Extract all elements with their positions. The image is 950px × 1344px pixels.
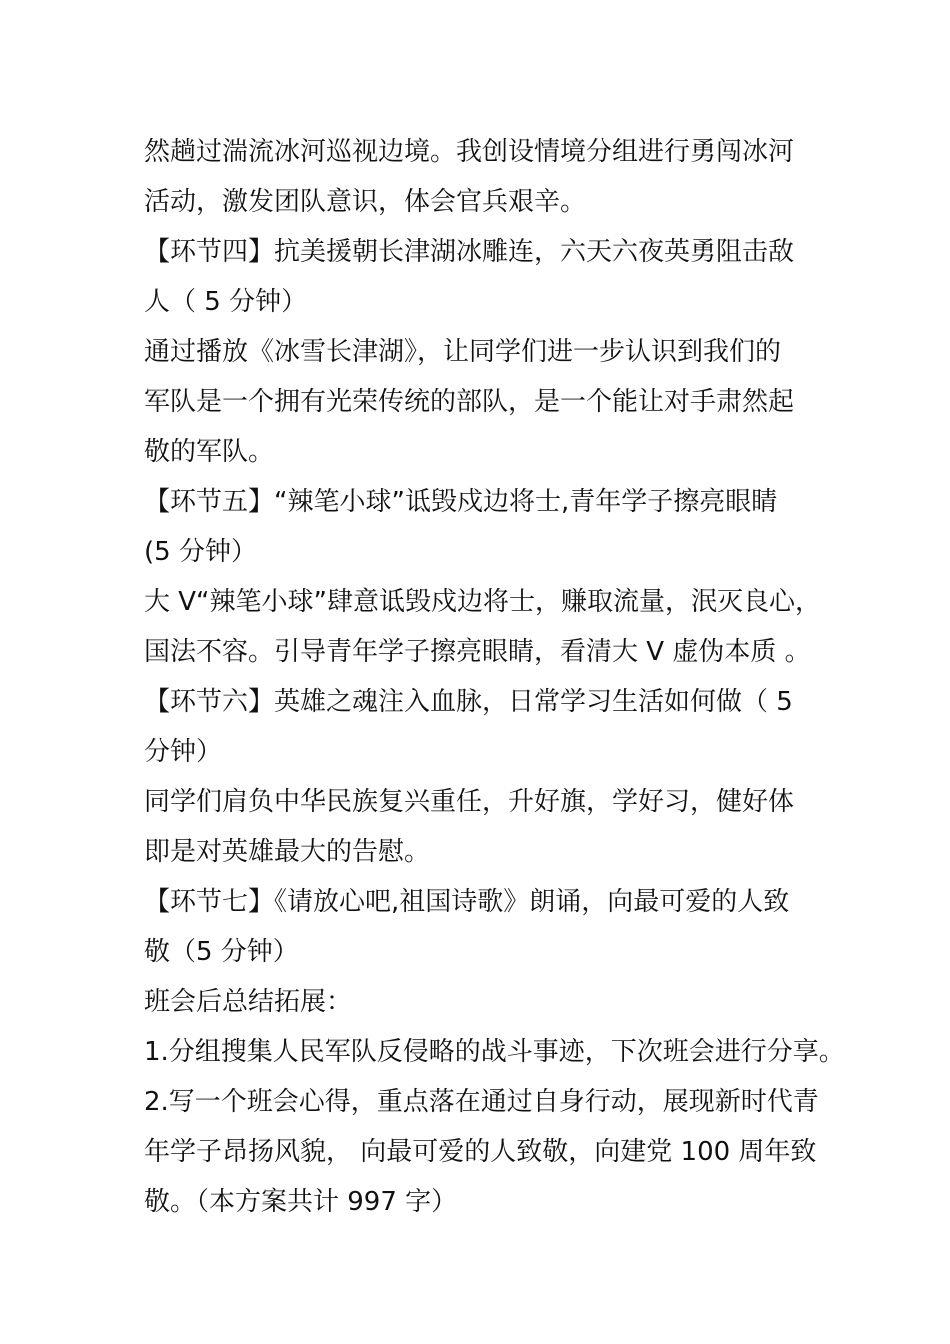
text-line: 敬。（本方案共计 997 字） (144, 1187, 458, 1217)
section-heading-6-duration: 分钟） (144, 737, 223, 767)
text-line: 国法不容。引导青年学子擦亮眼睛，看清大 V 虚伪本质 。 (144, 637, 811, 667)
text-line: 活动，激发团队意识，体会官兵艰辛。 (144, 187, 587, 217)
section-heading-6: 【环节六】英雄之魂注入血脉，日常学习生活如何做（ 5 (144, 687, 793, 717)
section-heading-5: 【环节五】“辣笔小球”诋毁戍边将士,青年学子擦亮眼睛 (144, 487, 778, 517)
text-line: 军队是一个拥有光荣传统的部队，是一个能让对手肃然起 (144, 387, 795, 417)
text-line: 即是对英雄最大的告慰。 (144, 837, 431, 867)
text-line: 然趟过湍流冰河巡视边境。我创设情境分组进行勇闯冰河 (144, 137, 795, 167)
section-heading-7: 【环节七】《请放心吧,祖国诗歌》朗诵，向最可爱的人致 (144, 887, 790, 917)
text-line: 大 V“辣笔小球”肆意诋毁戍边将士，赚取流量，泯灭良心， (144, 587, 821, 617)
text-line: 通过播放《冰雪长津湖》，让同学们进一步认识到我们的 (144, 337, 782, 367)
summary-item-1: 1.分组搜集人民军队反侵略的战斗事迹，下次班会进行分享。 (144, 1037, 845, 1067)
text-line: 同学们肩负中华民族复兴重任，升好旗，学好习，健好体 (144, 787, 795, 817)
section-heading-7-duration: 敬（5 分钟） (144, 937, 299, 967)
summary-item-2: 2.写一个班会心得，重点落在通过自身行动，展现新时代青 (144, 1087, 819, 1117)
section-heading-5-duration: (5 分钟） (144, 537, 257, 567)
summary-heading: 班会后总结拓展： (144, 987, 353, 1017)
text-line: 敬的军队。 (144, 437, 275, 467)
document-body (144, 127, 845, 1227)
section-heading-4-duration: 人（ 5 分钟） (144, 287, 308, 317)
section-heading-4: 【环节四】抗美援朝长津湖冰雕连，六天六夜英勇阻击敌 (144, 237, 795, 267)
text-line: 年学子昂扬风貌， 向最可爱的人致敬，向建党 100 周年致 (144, 1137, 817, 1167)
